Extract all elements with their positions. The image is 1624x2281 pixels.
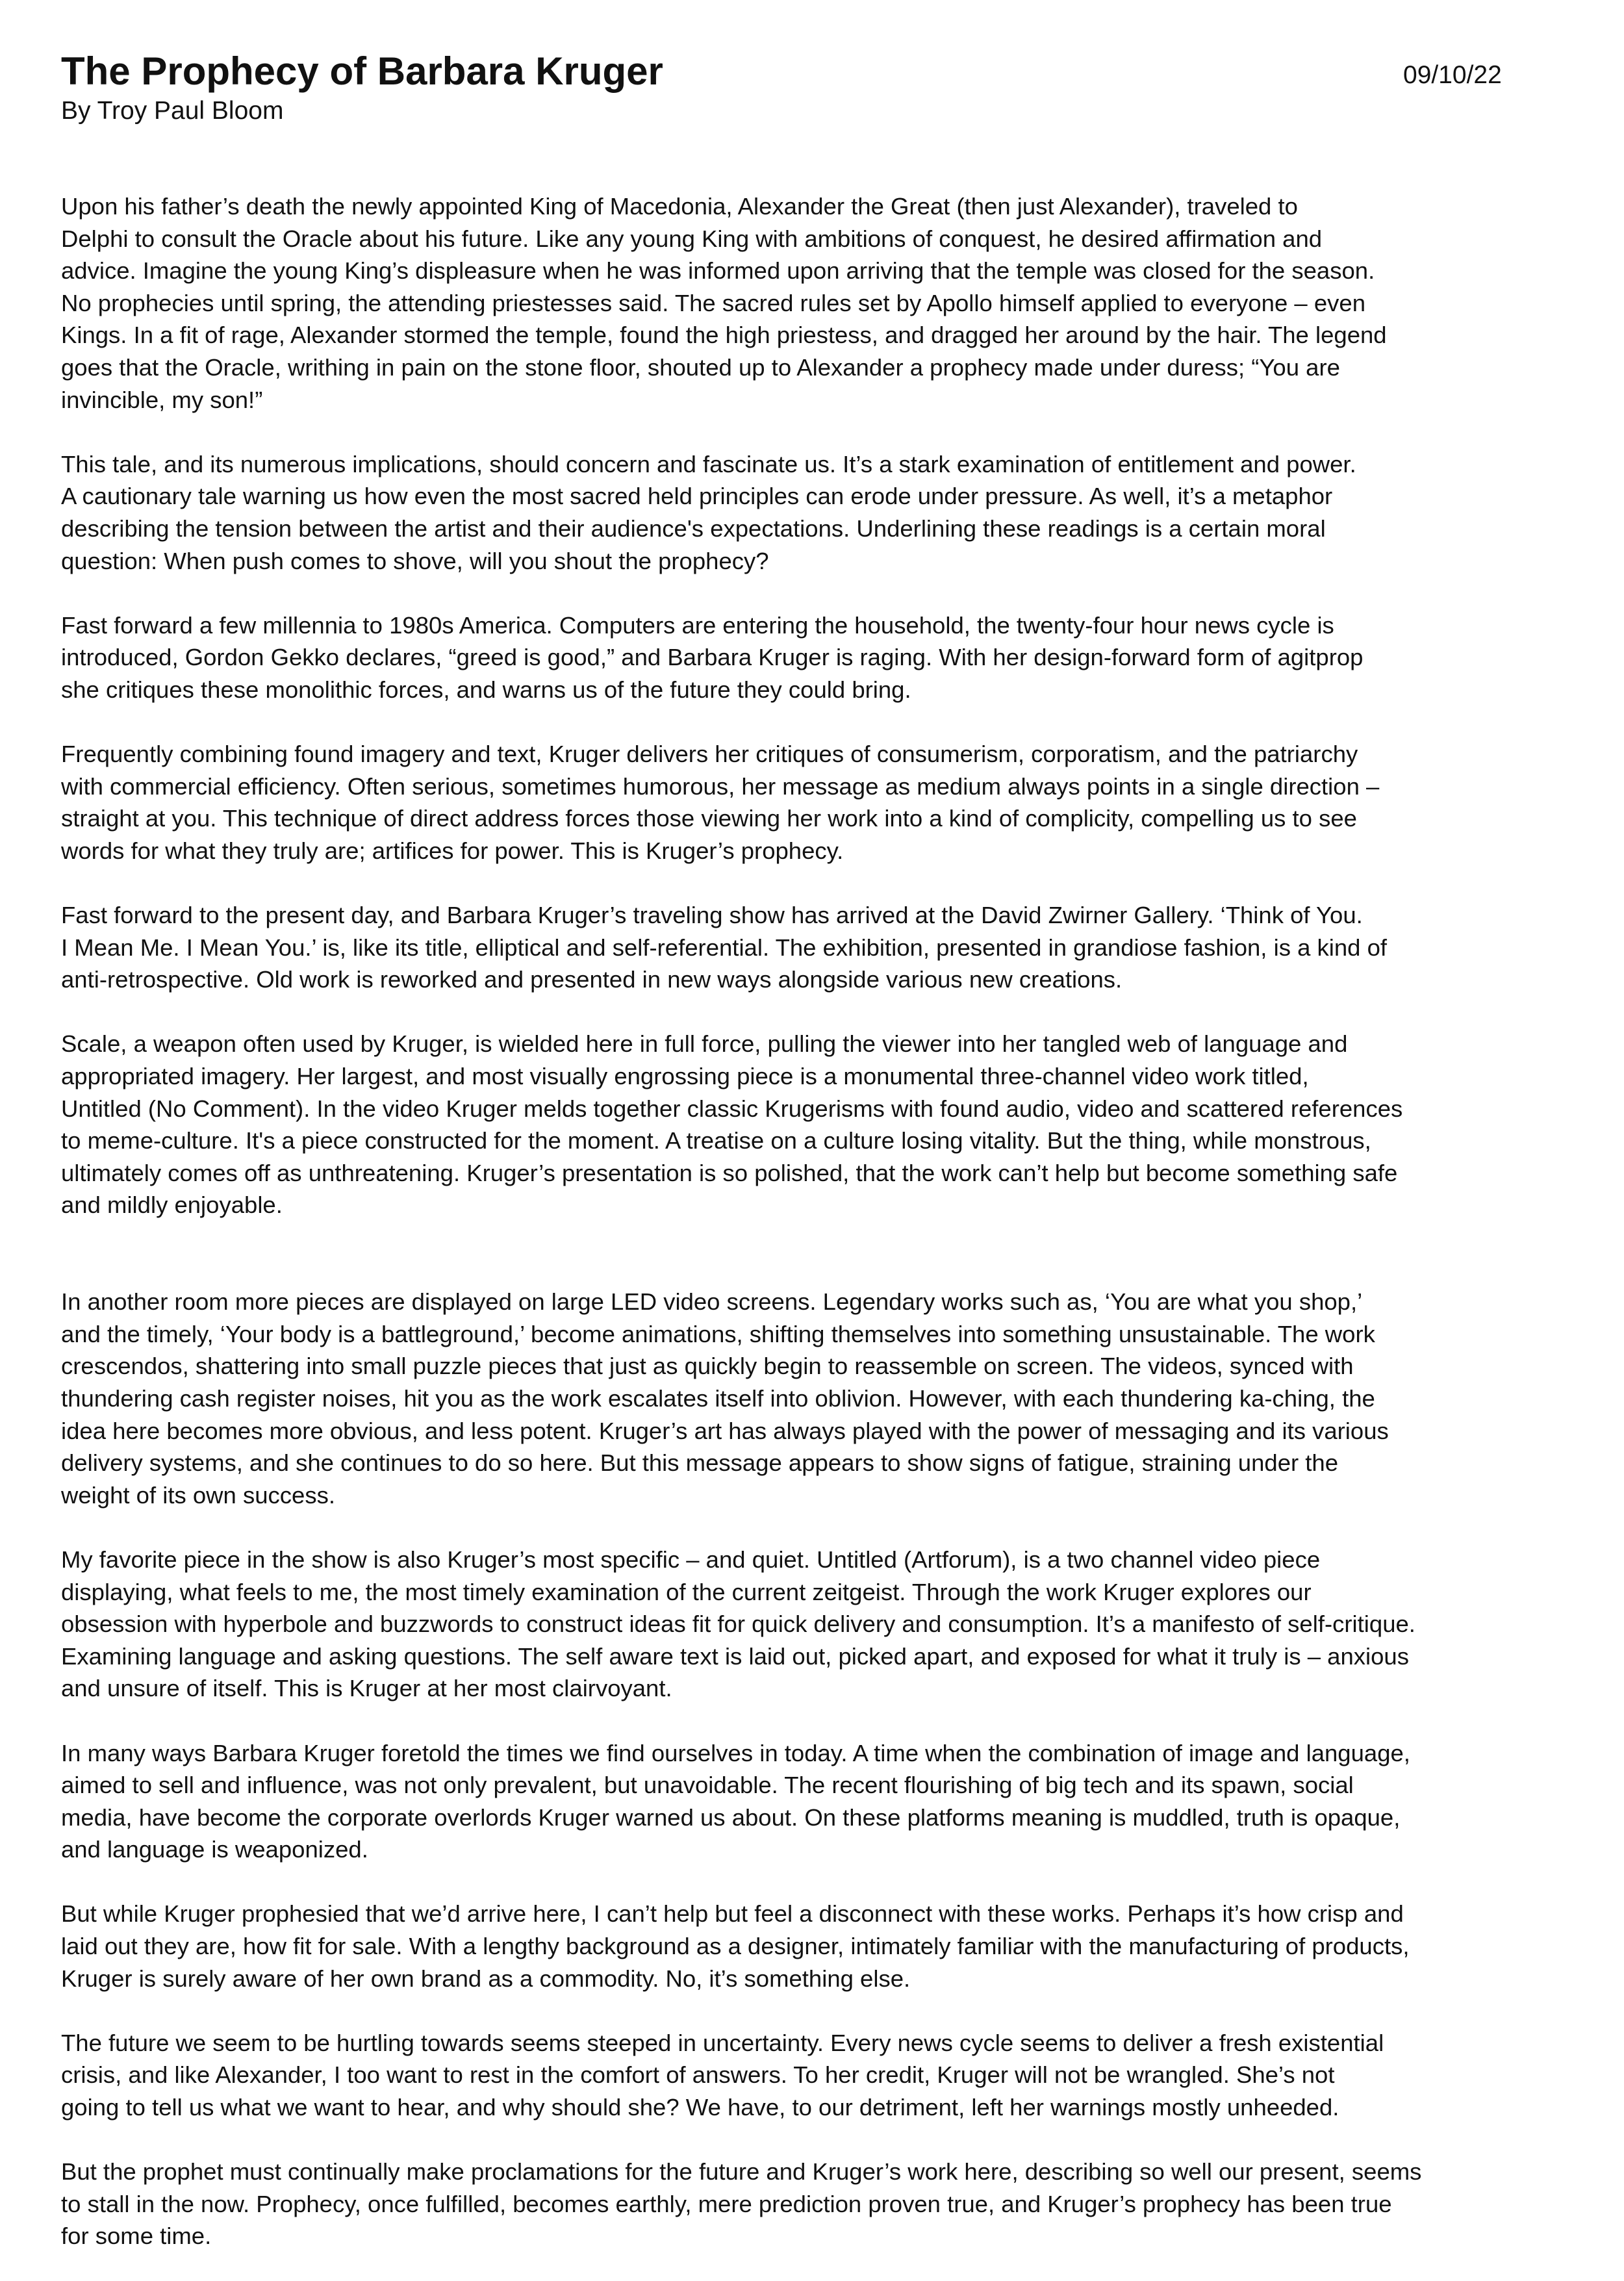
text-line: Kruger is surely aware of her own brand as a commodity. No, it’s something else. xyxy=(61,1965,911,1992)
text-line: idea here becomes more obvious, and less potent. Kruger’s art has always played with the power of messaging and its various xyxy=(61,1417,1389,1444)
paragraph xyxy=(61,1898,1607,1994)
paragraph xyxy=(61,2156,1607,2252)
text-line: and unsure of itself. This is Kruger at her most clairvoyant. xyxy=(61,1675,672,1702)
text-line: In another room more pieces are displayed on large LED video screens. Legendary works such as, ‘You are what you shop,’ xyxy=(61,1288,1363,1316)
text-line: Untitled (No Comment). In the video Kruger melds together classic Krugerisms with found audio, video and scattered references xyxy=(61,1095,1403,1122)
text-line: introduced, Gordon Gekko declares, “greed is good,” and Barbara Kruger is raging. With her design-forward form of agitprop xyxy=(61,644,1364,671)
text-line: Scale, a weapon often used by Kruger, is wielded here in full force, pulling the viewer into her tangled web of language and xyxy=(61,1030,1348,1058)
text-line: to stall in the now. Prophecy, once fulfilled, becomes earthly, mere prediction proven true, and Kruger’s prophecy has been true xyxy=(61,2190,1392,2217)
article-header xyxy=(61,49,1510,127)
text-line: Upon his father’s death the newly appointed King of Macedonia, Alexander the Great (then just Alexander), traveled to xyxy=(61,193,1298,220)
text-line: I Mean Me. I Mean You.’ is, like its title, elliptical and self-referential. The exhibition, presented in grandiose fashion, is a kind of xyxy=(61,934,1388,961)
paragraph xyxy=(61,1737,1607,1866)
text-line: words for what they truly are; artifices for power. This is Kruger’s prophecy. xyxy=(61,837,844,864)
text-line: delivery systems, and she continues to do so here. But this message appears to show signs of fatigue, straining under the xyxy=(61,1449,1339,1477)
text-line: laid out they are, how fit for sale. With a lengthy background as a designer, intimately familiar with the manufacturing of products, xyxy=(61,1933,1410,1960)
text-line: Frequently combining found imagery and text, Kruger delivers her critiques of consumerism, corporatism, and the patriarchy xyxy=(61,741,1358,768)
paragraph xyxy=(61,2027,1607,2124)
text-line: going to tell us what we want to hear, and why should she? We have, to our detriment, left her warnings mostly unheeded. xyxy=(61,2094,1339,2121)
text-line: describing the tension between the artist and their audience's expectations. Underlining these readings is a certain moral xyxy=(61,515,1326,542)
text-line: Delphi to consult the Oracle about his future. Like any young King with ambitions of conquest, he desired affirmation and xyxy=(61,225,1323,252)
text-line: A cautionary tale warning us how even the most sacred held principles can erode under pressure. As well, it’s a metaphor xyxy=(61,483,1333,510)
text-line: and mildly enjoyable. xyxy=(61,1191,283,1219)
text-line: media, have become the corporate overlords Kruger warned us about. On these platforms meaning is muddled, truth is opaque, xyxy=(61,1803,1401,1831)
paragraph xyxy=(61,1544,1607,1705)
text-line: she critiques these monolithic forces, and warns us of the future they could bring. xyxy=(61,676,911,703)
paragraph xyxy=(61,1286,1607,1511)
text-line: straight at you. This technique of direct address forces those viewing her work into a kind of complicity, compelling us to see xyxy=(61,805,1357,832)
text-line: goes that the Oracle, writhing in pain on the stone floor, shouted up to Alexander a prophecy made under duress; “You are xyxy=(61,353,1340,381)
text-line: This tale, and its numerous implications, should concern and fascinate us. It’s a stark examination of entitlement and power. xyxy=(61,450,1356,478)
text-line: Fast forward to the present day, and Barbara Kruger’s traveling show has arrived at the David Zwirner Gallery. ‘Think of You. xyxy=(61,902,1363,929)
article-title: The Prophecy of Barbara Kruger xyxy=(61,49,663,93)
text-line: But while Kruger prophesied that we’d arrive here, I can’t help but feel a disconnect with these works. Perhaps it’s how crisp and xyxy=(61,1900,1404,1928)
text-line: obsession with hyperbole and buzzwords to construct ideas fit for quick delivery and consumption. It’s a manifesto of self-critique. xyxy=(61,1611,1415,1638)
text-line: to meme-culture. It's a piece constructed for the moment. A treatise on a culture losing vitality. But the thing, while monstrous, xyxy=(61,1127,1371,1154)
text-line: for some time. xyxy=(61,2223,212,2250)
text-line: weight of its own success. xyxy=(61,1481,335,1509)
text-line: Fast forward a few millennia to 1980s America. Computers are entering the household, the twenty-four hour news cycle is xyxy=(61,611,1334,639)
text-line: displaying, what feels to me, the most timely examination of the current zeitgeist. Through the work Kruger explores our xyxy=(61,1578,1312,1605)
text-line: aimed to sell and influence, was not only prevalent, but unavoidable. The recent flourishing of big tech and its spawn, social xyxy=(61,1772,1354,1799)
paragraph xyxy=(61,738,1607,867)
text-line: invincible, my son!” xyxy=(61,386,263,413)
text-line: Examining language and asking questions. The self aware text is laid out, picked apart, and exposed for what it truly is – anxious xyxy=(61,1642,1409,1670)
text-line: question: When push comes to shove, will you shout the prophecy? xyxy=(61,547,769,574)
paragraph xyxy=(61,190,1607,416)
text-line: My favorite piece in the show is also Kruger’s most specific – and quiet. Untitled (Artforum), is a two channel video piece xyxy=(61,1546,1321,1573)
text-line: anti-retrospective. Old work is reworked and presented in new ways alongside various new creations. xyxy=(61,966,1123,993)
text-line: The future we seem to be hurtling towards seems steeped in uncertainty. Every news cycle seems to deliver a fresh existential xyxy=(61,2029,1384,2056)
paragraph xyxy=(61,609,1607,706)
article-date: 09/10/22 xyxy=(1403,61,1502,89)
text-line: and the timely, ‘Your body is a battleground,’ become animations, shifting themselves into something unsustainable. The work xyxy=(61,1320,1375,1347)
text-line: crisis, and like Alexander, I too want to rest in the comfort of answers. To her credit, Kruger will not be wrangled. She’s not xyxy=(61,2061,1335,2089)
text-line: with commercial efficiency. Often serious, sometimes humorous, her message as medium always points in a single direction – xyxy=(61,772,1380,800)
text-line: Kings. In a fit of rage, Alexander stormed the temple, found the high priestess, and dragged her around by the hair. The legend xyxy=(61,322,1387,349)
text-line: crescendos, shattering into small puzzle pieces that just as quickly begin to reassemble on screen. The videos, synced with xyxy=(61,1353,1354,1380)
paragraph xyxy=(61,448,1607,577)
text-line: But the prophet must continually make proclamations for the future and Kruger’s work here, describing so well our present, seems xyxy=(61,2158,1422,2185)
paragraph xyxy=(61,899,1607,996)
text-line: In many ways Barbara Kruger foretold the times we find ourselves in today. A time when the combination of image and language, xyxy=(61,1739,1410,1766)
article-body xyxy=(61,190,1607,2252)
text-line: and language is weaponized. xyxy=(61,1836,368,1863)
text-line: ultimately comes off as unthreatening. Kruger’s presentation is so polished, that the work can’t help but become something safe xyxy=(61,1159,1398,1186)
paragraph xyxy=(61,1028,1607,1221)
text-line: No prophecies until spring, the attending priestesses said. The sacred rules set by Apollo himself applied to everyone – even xyxy=(61,289,1365,316)
text-line: advice. Imagine the young King’s displeasure when he was informed upon arriving that the temple was closed for the season. xyxy=(61,257,1375,285)
text-line: thundering cash register noises, hit you as the work escalates itself into oblivion. However, with each thundering ka-ching, the xyxy=(61,1384,1375,1412)
article-byline: By Troy Paul Bloom xyxy=(61,97,284,125)
text-line: appropriated imagery. Her largest, and most visually engrossing piece is a monumental three-channel video work titled, xyxy=(61,1063,1309,1090)
